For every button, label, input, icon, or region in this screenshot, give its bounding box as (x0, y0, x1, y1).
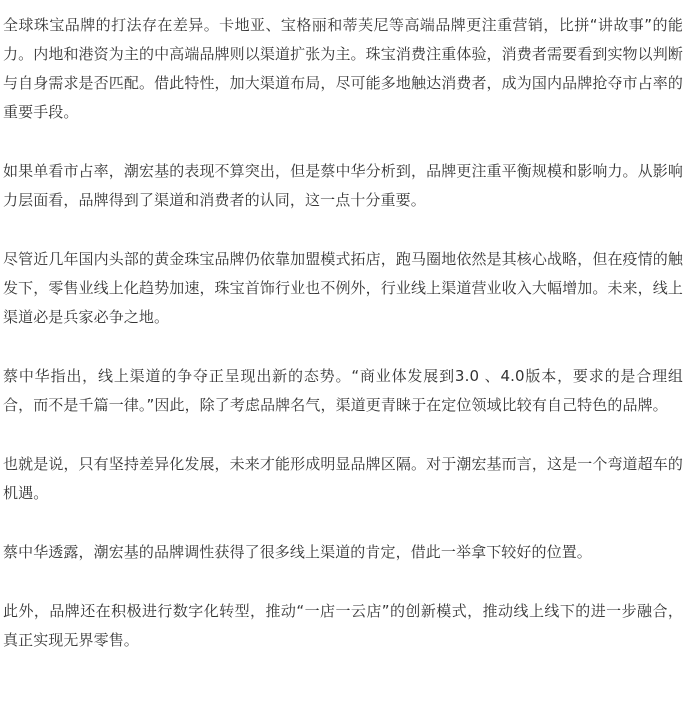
paragraph-3: 尽管近几年国内头部的黄金珠宝品牌仍依靠加盟模式拓店，跑马圈地依然是其核心战略，但在疫情的触发下，零售业线上化趋势加速，珠宝首饰行业也不例外，行业线上渠道营业收入大幅增加。未来，线上渠道必是兵家必争之地。 (3, 250, 683, 326)
paragraph-2: 如果单看市占率，潮宏基的表现不算突出，但是蔡中华分析到，品牌更注重平衡规模和影响力。从影响力层面看，品牌得到了渠道和消费者的认同，这一点十分重要。 (3, 162, 683, 209)
paragraph-5: 也就是说，只有坚持差异化发展，未来才能形成明显品牌区隔。对于潮宏基而言，这是一个弯道超车的机遇。 (3, 455, 683, 502)
paragraph-6: 蔡中华透露，潮宏基的品牌调性获得了很多线上渠道的肯定，借此一举拿下较好的位置。 (3, 543, 592, 561)
paragraph-1: 全球珠宝品牌的打法存在差异。卡地亚、宝格丽和蒂芙尼等高端品牌更注重营销，比拼“讲故事”的能力。内地和港资为主的中高端品牌则以渠道扩张为主。珠宝消费注重体验，消费者需要看到实物以判断与自身需求是否匹配。借此特性，加大渠道布局，尽可能多地触达消费者，成为国内品牌抢夺市占率的重要手段。 (3, 16, 683, 121)
paragraph-4: 蔡中华指出，线上渠道的争夺正呈现出新的态势。“商业体发展到3.0 、4.0版本，要求的是合理组合，而不是千篇一律。”因此，除了考虑品牌名气，渠道更青睐于在定位领域比较有自己特色的品牌。 (3, 367, 683, 414)
article-body (3, 11, 683, 655)
paragraph-7: 此外，品牌还在积极进行数字化转型，推动“一店一云店”的创新模式，推动线上线下的进一步融合，真正实现无界零售。 (3, 602, 683, 649)
